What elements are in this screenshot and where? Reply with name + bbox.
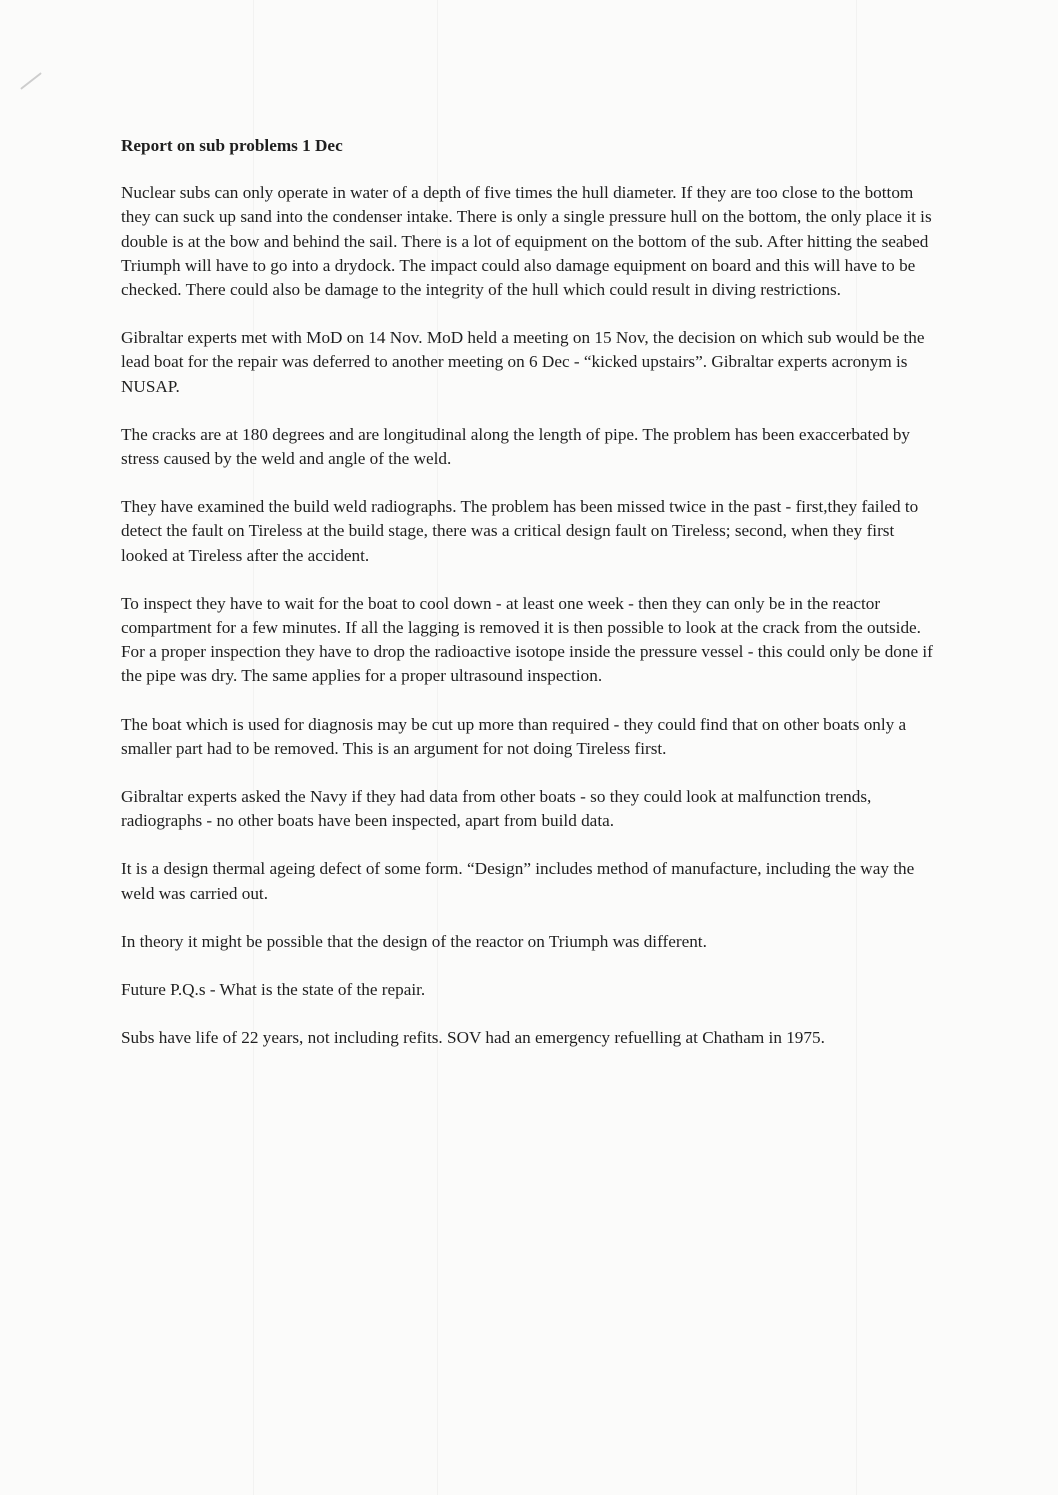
document-title: Report on sub problems 1 Dec	[121, 136, 343, 155]
paragraph-hull-depth: Nuclear subs can only operate in water of a depth of five times the hull diameter. If they are too close to the bottom they can suck up sand into the condenser intake. There is only a single pressure hull on the bottom, the only place it is double is at the bow and behind the sail. There is a lot of equipment on the bottom of the sub. After hitting the seabed Triumph will have to go into a drydock. The impact could also damage equipment on board and this will have to be checked. There could also be damage to the integrity of the hull which could result in diving restrictions.	[121, 183, 932, 300]
document-body	[121, 134, 943, 1074]
paragraph-cracks: The cracks are at 180 degrees and are longitudinal along the length of pipe. The problem has been exaccerbated by stress caused by the weld and angle of the weld.	[121, 424, 911, 469]
paragraph-mod-meeting: Gibraltar experts met with MoD on 14 Nov. MoD held a meeting on 15 Nov, the decision on which sub would be the lead boat for the repair was deferred to another meeting on 6 Dec - “kicked upstairs”. Gibraltar experts acronym is NUSAP.	[121, 328, 925, 396]
paragraph-sub-life: Subs have life of 22 years, not including refits. SOV had an emergency refuelling at Chatham in 1975.	[121, 1028, 825, 1048]
paragraph-radiographs: They have examined the build weld radiographs. The problem has been missed twice in the past - first,they failed to detect the fault on Tireless at the build stage, there was a critical design fault on Tireless; second, when they first looked at Tireless after the accident.	[121, 497, 919, 565]
paragraph-triumph-reactor: In theory it might be possible that the design of the reactor on Triumph was different.	[121, 931, 707, 951]
paragraph-future-pqs: Future P.Q.s - What is the state of the repair.	[121, 980, 426, 1000]
paragraph-navy-data: Gibraltar experts asked the Navy if they had data from other boats - so they could look at malfunction trends, radiographs - no other boats have been inspected, apart from build data.	[121, 787, 872, 831]
paragraph-inspection: To inspect they have to wait for the boat to cool down - at least one week - then they can only be in the reactor compartment for a few minutes. If all the lagging is removed it is then possible to look at the crack from the outside. For a proper inspection they have to drop the radioactive isotope inside the pressure vessel - this could only be done if the pipe was dry. The same applies for a proper ultrasound inspection.	[121, 593, 933, 686]
scan-mark	[20, 72, 42, 90]
paragraph-diagnosis-boat: The boat which is used for diagnosis may be cut up more than required - they could find that on other boats only a smaller part had to be removed. This is an argument for not doing Tireless first.	[121, 714, 907, 758]
paragraph-design-defect: It is a design thermal ageing defect of some form. “Design” includes method of manufacture, including the way the weld was carried out.	[121, 859, 915, 903]
